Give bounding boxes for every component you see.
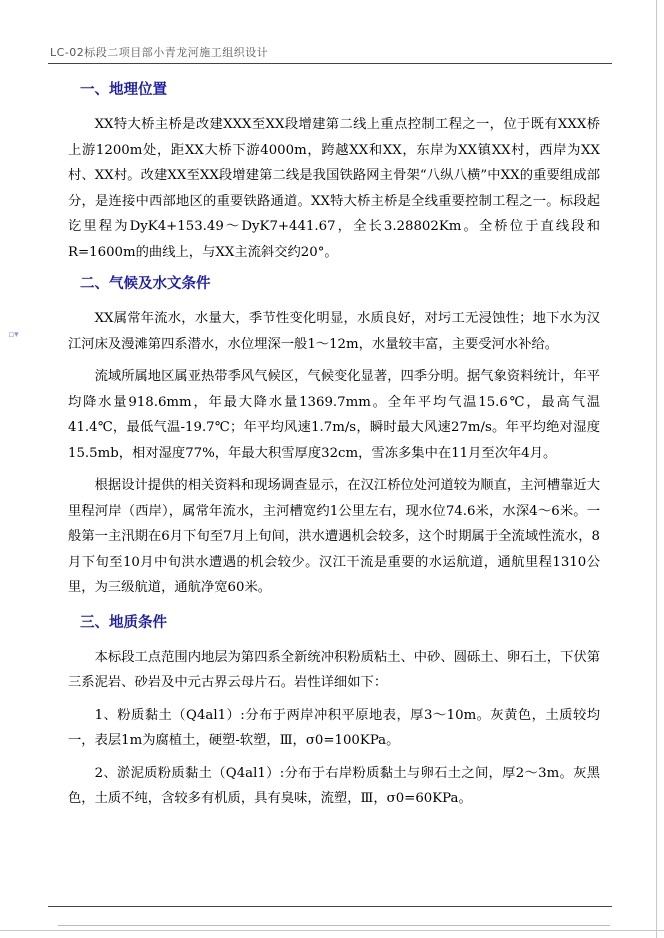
header-rule: [48, 63, 612, 64]
margin-anchor-icon: ▫▾: [8, 330, 19, 340]
paragraph: 2、淤泥质粉质黏土（Q4al1）:分布于右岸粉质黏土与卵石土之间，厚2～3m。灰黑色，土质不纯，含较多有机质，具有臭味，流塑，Ⅲ，σ0=60KPa。: [68, 765, 600, 806]
section-climate: [68, 272, 600, 601]
section-geology: [68, 611, 600, 812]
paragraph: 本标段工点范围内地层为第四系全新统冲积粉质粘土、中砂、圆砾土、卵石土，下伏第三系泥岩、砂岩及中元古界云母片石。岩性详细如下：: [68, 649, 600, 690]
paragraph: XX属常年流水，水量大，季节性变化明显，水质良好，对圬工无浸蚀性；地下水为汉江河床及漫滩第四系潜水，水位埋深一般1～12m，水量较丰富，主要受河水补给。: [68, 311, 600, 352]
section-heading: 二、气候及水文条件: [80, 276, 211, 292]
section-heading: 三、地质条件: [80, 614, 167, 631]
paragraph: XX特大桥主桥是改建XXX至XX段增建第二线上重点控制工程之一，位于既有XXX桥上游1200m处，距XX大桥下游4000m，跨越XX和XX，东岸为XX镇XX村，西岸为XX村、XX村。改建XX至XX段增建第二线是我国铁路网主骨架“八纵八横”中XX的重要组成部分，是连接中西部地区的重要铁路通道。XX特大桥主桥是全线重要控制工程之一。标段起讫里程为DyK4+153.49～DyK7+441.67，全长3.28802Km。全桥位于直线段和R=1600m的曲线上，与XX主流斜交约20°。: [68, 117, 600, 260]
paragraph: 流域所属地区属亚热带季风气候区，气候变化显著，四季分明。据气象资料统计，年平均降水量918.6mm，年最大降水量1369.7mm。全年平均气温15.6℃，最高气温41.4℃，最低气温-19.7℃；年平均风速1.7m/s，瞬时最大风速27m/s。年平均绝对湿度15.5mb，相对湿度77%，年最大积雪厚度32cm，雪冻多集中在11月至次年4月。: [68, 369, 600, 461]
footer-rule: [58, 925, 610, 926]
footer-rule: [48, 906, 612, 907]
page-edge: [656, 0, 657, 938]
section-location: [68, 78, 600, 265]
paragraph: 1、粉质黏土（Q4al1）:分布于两岸冲积平原地表，厚3～10m。灰黄色，土质较均一，表层1m为腐植土，硬塑-软塑，Ⅲ，σ0=100KPa。: [68, 707, 600, 748]
paragraph: 根据设计提供的相关资料和现场调查显示，在汉江桥位处河道较为顺直，主河槽靠近大里程河岸（西岸），属常年流水，主河槽宽约1公里左右，现水位74.6米，水深4～6米。一般第一主汛期在6月下旬至7月上旬间，洪水遭遇机会较多，这个时期属于全流域性流水，8月下旬至10月中旬洪水遭遇的机会较少。汉江干流是重要的水运航道，通航里程1310公里，为三级航道，通航净宽60米。: [68, 478, 600, 595]
section-heading: 一、地理位置: [80, 82, 167, 98]
page-edge: [0, 930, 664, 931]
document-body: [68, 74, 600, 819]
page-header: LC-02标段二项目部小青龙河施工组织设计: [50, 46, 269, 59]
